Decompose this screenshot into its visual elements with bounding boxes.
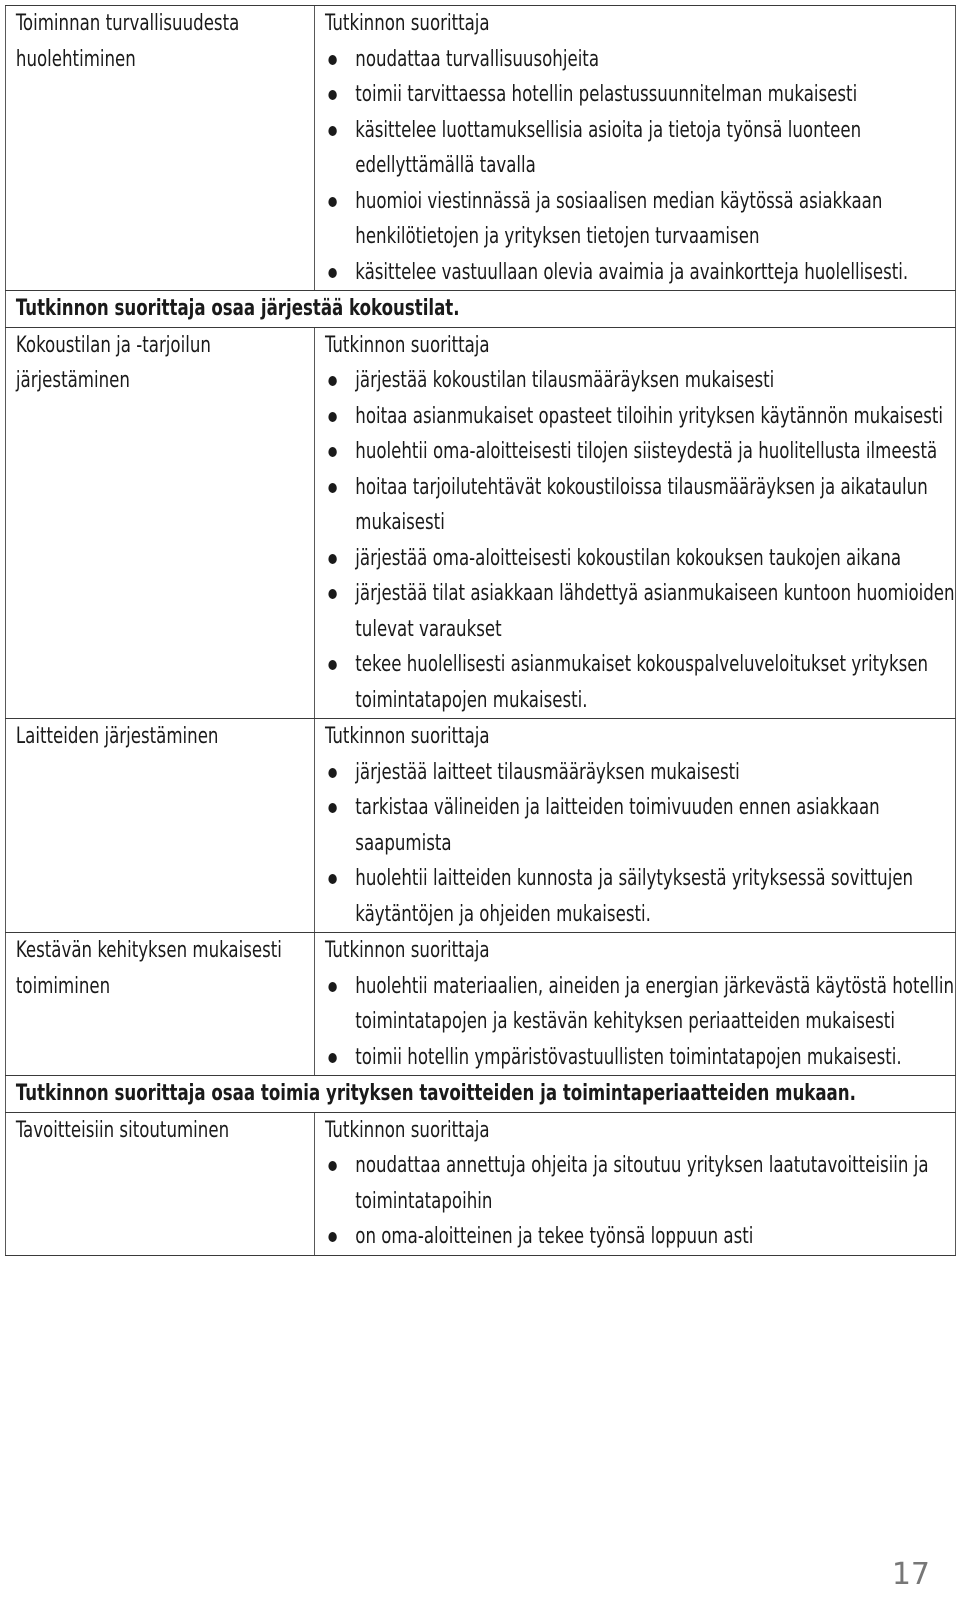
list-item: tarkistaa välineiden ja laitteiden toimivuuden ennen asiakkaan saapumista [325,790,955,861]
table-row [5,933,955,1076]
list-item: järjestää tilat asiakkaan lähdettyä asianmukaiseen kuntoon huomioiden tulevat varaukset [325,576,955,647]
criteria-intro: Tutkinnon suorittaja [325,938,490,963]
competence-area-label: Toiminnan turvallisuudesta huolehtiminen [15,11,240,72]
criteria-intro: Tutkinnon suorittaja [325,11,490,36]
competence-area-cell [5,327,314,719]
table-row [5,327,955,719]
competence-table [5,5,956,1256]
criteria-intro: Tutkinnon suorittaja [325,724,490,749]
list-item: on oma-aloitteinen ja tekee työnsä loppuun asti [325,1219,955,1255]
criteria-cell [315,6,956,291]
list-item: tekee huolellisesti asianmukaiset kokouspalveluveloitukset yrityksen toimintatapojen mukaisesti. [325,647,955,718]
criteria-cell [315,327,956,719]
list-item: järjestää laitteet tilausmääräyksen mukaisesti [325,755,955,791]
criteria-intro: Tutkinnon suorittaja [325,1117,490,1143]
criteria-list [325,755,955,933]
list-item: hoitaa asianmukaiset opasteet tiloihin yrityksen käytännön mukaisesti [325,399,955,435]
list-item: huolehtii laitteiden kunnosta ja säilytyksestä yrityksessä sovittujen käytäntöjen ja ohjeiden mukaisesti. [325,861,955,932]
competence-area-cell [5,719,314,933]
list-item: huolehtii materiaalien, aineiden ja energian järkevästä käytöstä hotellin toimintatapojen ja kestävän kehityksen periaatteiden mukaisesti [325,969,955,1040]
section-heading-row [5,1076,955,1113]
list-item: järjestää oma-aloitteisesti kokoustilan kokouksen taukojen aikana [325,541,955,577]
competence-area-cell [5,933,314,1076]
table-row [5,6,955,291]
page-number: 17 [891,1557,930,1592]
section-heading: Tutkinnon suorittaja osaa toimia yrityksen tavoitteiden ja toimintaperiaatteiden mukaan. [5,1076,955,1113]
table-row [5,719,955,933]
criteria-list [325,969,955,1076]
competence-area-cell [5,6,314,291]
competence-area-label: Kokoustilan ja -tarjoilun järjestäminen [15,332,211,393]
list-item: huolehtii oma-aloitteisesti tilojen siisteydestä ja huolitellusta ilmeestä [325,434,955,470]
list-item: toimii hotellin ympäristövastuullisten toimintatapojen mukaisesti. [325,1040,955,1076]
competence-area-label: Kestävän kehityksen mukaisesti toimiminen [15,938,282,999]
list-item: käsittelee vastuullaan olevia avaimia ja avainkortteja huolellisesti. [325,255,955,291]
list-item: huomioi viestinnässä ja sosiaalisen median käytössä asiakkaan henkilötietojen ja yrityksen tietojen turvaamisen [325,184,955,255]
list-item: käsittelee luottamuksellisia asioita ja tietoja työnsä luonteen edellyttämällä tavalla [325,113,955,184]
criteria-intro: Tutkinnon suorittaja [325,332,490,358]
criteria-list [325,42,955,291]
criteria-cell [315,1112,956,1255]
section-heading-row [5,291,955,328]
list-item: hoitaa tarjoilutehtävät kokoustiloissa tilausmääräyksen ja aikataulun mukaisesti [325,470,955,541]
list-item: noudattaa turvallisuusohjeita [325,42,955,78]
criteria-cell [315,933,956,1076]
competence-area-cell [5,1112,314,1255]
list-item: toimii tarvittaessa hotellin pelastussuunnitelman mukaisesti [325,77,955,113]
list-item: järjestää kokoustilan tilausmääräyksen mukaisesti [325,363,955,399]
criteria-cell [315,719,956,933]
list-item: noudattaa annettuja ohjeita ja sitoutuu yrityksen laatutavoitteisiin ja toimintatapoihin [325,1148,955,1219]
table-row [5,1112,955,1255]
competence-area-label: Laitteiden järjestäminen [15,724,219,749]
section-heading: Tutkinnon suorittaja osaa järjestää kokoustilat. [5,291,955,328]
criteria-list [325,1148,955,1255]
criteria-list [325,363,955,718]
competence-area-label: Tavoitteisiin sitoutuminen [15,1117,230,1143]
